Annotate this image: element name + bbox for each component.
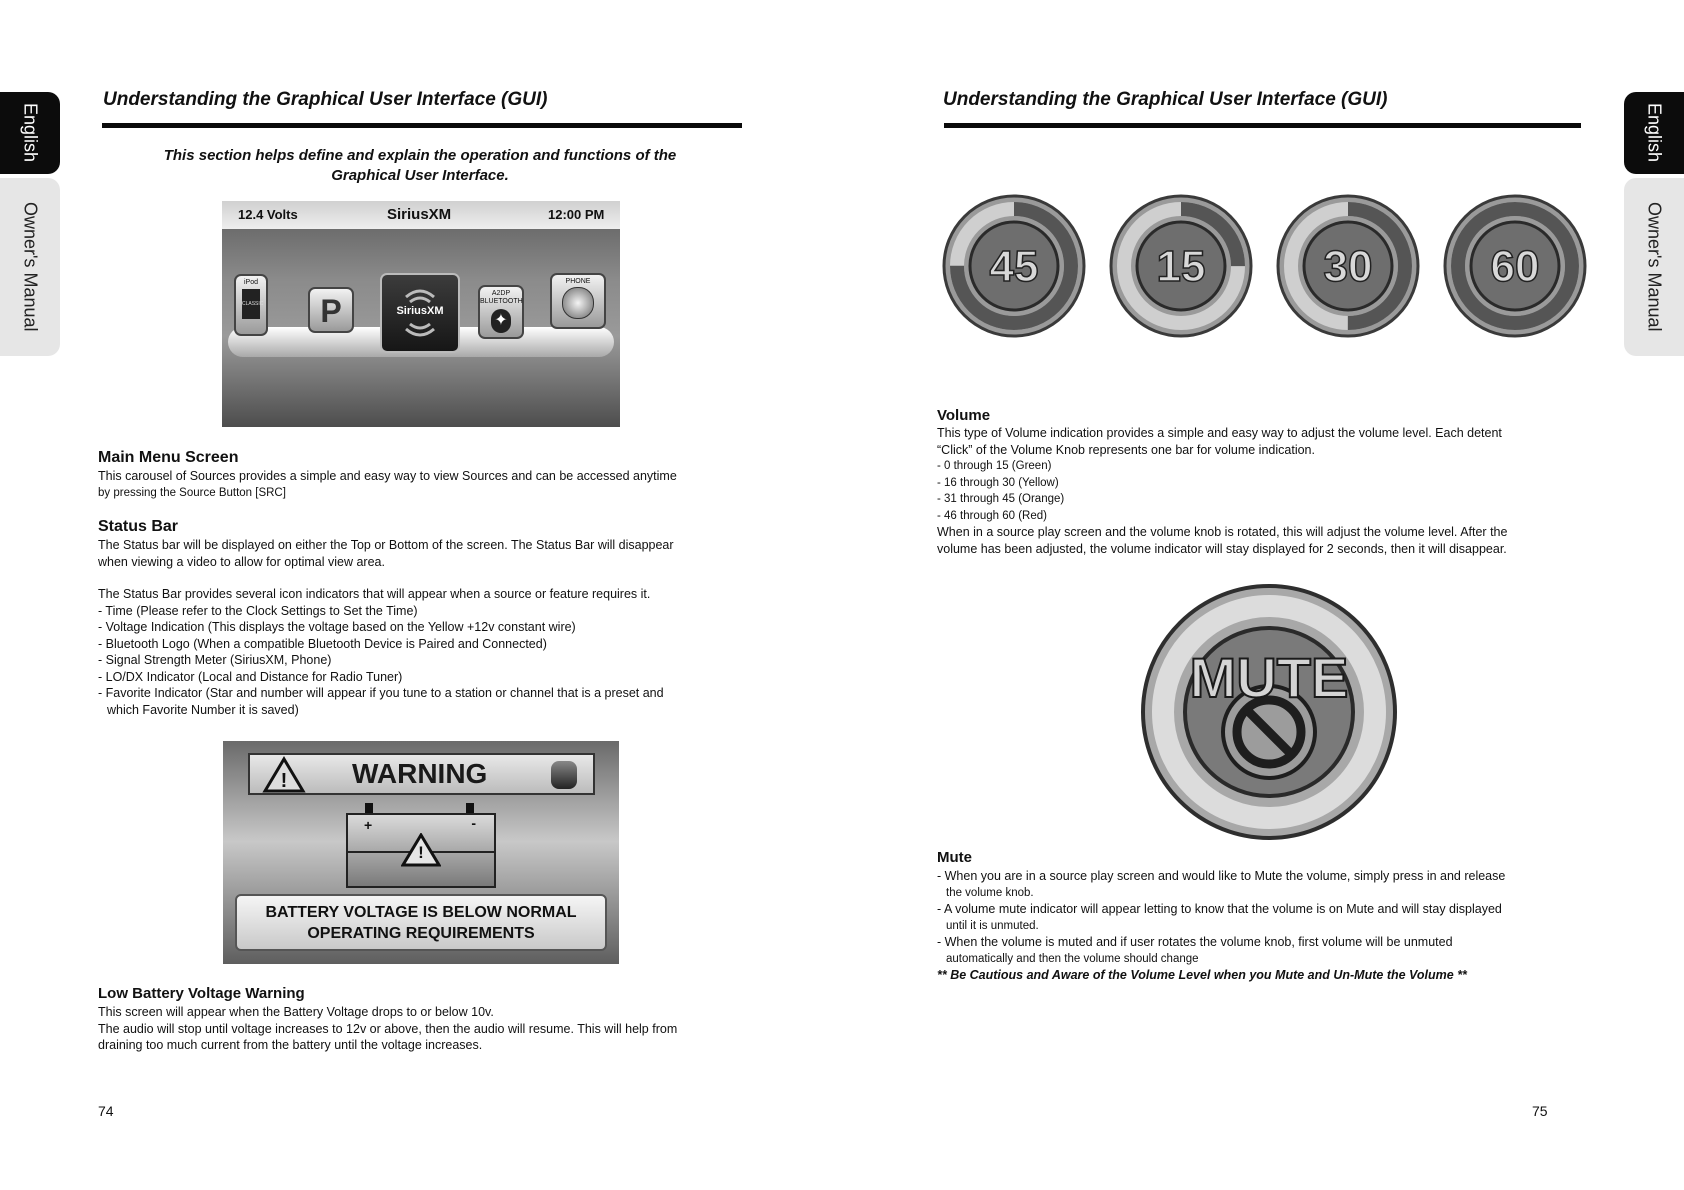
- header-rule: [102, 123, 742, 128]
- bluetooth-source[interactable]: A2DP BLUETOOTH ✦: [478, 285, 524, 339]
- intro-text: This section helps define and explain the operation and functions of the Graphical User Interface.: [163, 147, 677, 184]
- page-number: 75: [1532, 1103, 1548, 1119]
- page-right: [842, 0, 1684, 1190]
- mute-label: MUTE: [1189, 646, 1349, 709]
- page-number: 74: [98, 1103, 114, 1119]
- low-battery-heading: Low Battery Voltage Warning: [98, 985, 305, 1002]
- warning-banner: [248, 753, 595, 795]
- owners-manual-tab[interactable]: Owner's Manual: [0, 178, 60, 356]
- dial-value: 60: [1490, 242, 1540, 291]
- dial-value: 30: [1323, 242, 1373, 291]
- status-bar: [222, 201, 620, 229]
- english-tab[interactable]: English: [0, 92, 60, 174]
- warning-triangle-icon: [262, 756, 306, 794]
- dial-value: 45: [989, 242, 1039, 291]
- volume-text: This type of Volume indication provides a simple and easy way to adjust the volume level. Each detent “Click” of the Volume Knob represents one bar for volume indication. - 0 through 15 (Green) - 16 through 30 (Yellow) - 31 through 45 (Orange) - 46 through 60 (Red) When in a source play screen and the volume knob is rotated, this will adjust the volume level. After the volume has been adjusted, the volume indicator will stay displayed for 2 seconds, then it will disappear.: [937, 426, 1508, 556]
- status-bar-heading: Status Bar: [98, 518, 179, 535]
- english-tab[interactable]: English: [1624, 92, 1684, 174]
- siriusxm-source[interactable]: [380, 273, 460, 353]
- caution-note: ** Be Cautious and Aware of the Volume Level when you Mute and Un-Mute the Volume **: [937, 968, 1467, 982]
- low-battery-warning-screenshot: [223, 741, 619, 964]
- warning-title: WARNING: [352, 758, 488, 789]
- warning-message: BATTERY VOLTAGE IS BELOW NORMAL OPERATING REQUIREMENTS: [235, 894, 607, 951]
- alarm-light-icon: [551, 761, 577, 789]
- page-title: Understanding the Graphical User Interface (GUI): [103, 89, 548, 110]
- ipod-icon: CLASSIC: [242, 289, 260, 319]
- low-battery-text: This screen will appear when the Battery Voltage drops to or below 10v. The audio will stop until voltage increases to 12v or above, then the audio will resume. This will help from draining too much current from the battery until the voltage increases.: [98, 1005, 678, 1052]
- page-title: Understanding the Graphical User Interface (GUI): [943, 89, 1388, 110]
- mute-heading: Mute: [937, 849, 972, 866]
- siriusxm-label: SiriusXM: [396, 305, 444, 317]
- dial-value: 15: [1156, 242, 1206, 291]
- status-bar-text: The Status bar will be displayed on either the Top or Bottom of the screen. The Status Bar will disappear when viewing a video to allow for optimal view area. The Status Bar provides several icon indicators that will appear when a source or feature requires it. - Time (Please refer to the Clock Settings to Set the Time) - Voltage Indication (This displays the voltage based on the Yellow +12v constant wire) - Bluetooth Logo (When a compatible Bluetooth Device is Paired and Connected) - Signal Strength Meter (SiriusXM, Phone) - LO/DX Indicator (Local and Distance for Radio Tuner) - Favorite Indicator (Star and number will appear if you tune to a station or channel that is a preset and which Favorite Number it is saved): [98, 538, 674, 717]
- bluetooth-icon: ✦: [491, 309, 511, 333]
- time-readout: 12:00 PM: [548, 207, 605, 222]
- volume-dial-45: [941, 193, 1087, 339]
- owners-manual-tab[interactable]: Owner's Manual: [1624, 178, 1684, 356]
- battery-terminal-pos: [365, 803, 373, 813]
- ipod-source[interactable]: iPod CLASSIC: [234, 274, 268, 336]
- main-menu-heading: Main Menu Screen: [98, 449, 239, 466]
- parking-source[interactable]: [308, 287, 354, 333]
- main-menu-text: This carousel of Sources provides a simple and easy way to view Sources and can be accessed anytime by pressing the Source Button [SRC]: [98, 469, 677, 499]
- battery-icon: + - !: [346, 813, 496, 888]
- voltage-readout: 12.4 Volts: [238, 207, 298, 222]
- volume-dial-15: [1108, 193, 1254, 339]
- volume-heading: Volume: [937, 407, 991, 424]
- mute-text: - When you are in a source play screen and would like to Mute the volume, simply press in and release the volume knob. - A volume mute indicator will appear letting to know that the volume is on Mute and will stay displayed until it is unmuted. - When the volume is muted and if user rotates the volume knob, first volume will be unmuted automatically and then the volume should change ** Be Cautious and Aware of the Volume Level when you Mute and Un-Mute the Volume **: [937, 868, 1587, 984]
- volume-dial-30: [1275, 193, 1421, 339]
- mute-indicator-art: [1139, 582, 1399, 842]
- svg-text:!: !: [280, 770, 288, 792]
- header-rule: [944, 123, 1581, 128]
- source-readout: SiriusXM: [387, 206, 452, 223]
- main-menu-screenshot: [222, 201, 620, 427]
- battery-terminal-neg: [466, 803, 474, 813]
- parking-icon: P: [320, 293, 342, 329]
- phone-source[interactable]: PHONE: [550, 273, 606, 329]
- volume-dial-60: [1442, 193, 1588, 339]
- phone-icon: [562, 287, 594, 319]
